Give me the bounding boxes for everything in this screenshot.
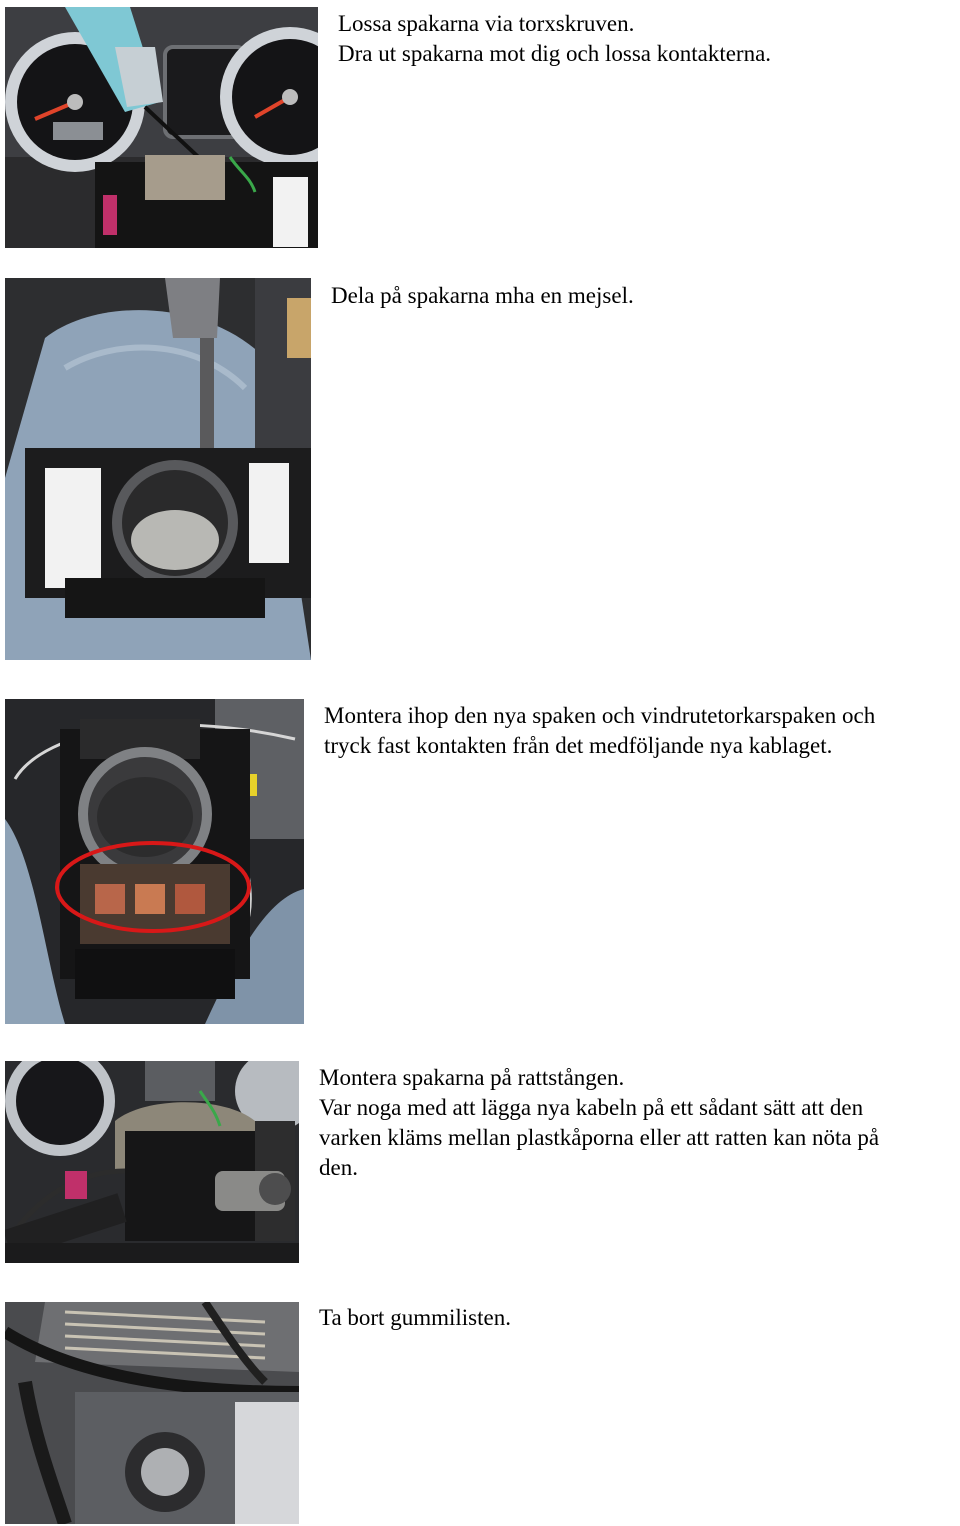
step-4-line-3: varken kläms mellan plastkåporna eller att ratten kan nöta på: [319, 1125, 880, 1150]
step-1-instructions: [338, 9, 771, 69]
step-5-instructions: [319, 1303, 511, 1333]
lever-assembly-connector-illustration: [5, 699, 304, 1024]
step-3-instructions: [324, 701, 875, 761]
levers-mounted-illustration: [5, 1061, 299, 1263]
lever-assembly-chisel-photo: [5, 278, 311, 660]
step-2-line-1: Dela på spakarna mha en mejsel.: [331, 283, 634, 308]
levers-mounted-photo: [5, 1061, 299, 1263]
step-4-line-4: den.: [319, 1155, 358, 1180]
step-3-line-1: Montera ihop den nya spaken och vindrutetorkarspaken och: [324, 703, 876, 728]
step-5-line-1: Ta bort gummilisten.: [319, 1305, 511, 1330]
dashboard-gauges-illustration: [5, 7, 318, 248]
lever-assembly-connector-photo: [5, 699, 304, 1024]
step-3-line-2: tryck fast kontakten från det medföljande nya kablaget.: [324, 733, 833, 758]
step-4-line-1: Montera spakarna på rattstången.: [319, 1065, 625, 1090]
engine-bay-photo: [5, 1302, 299, 1524]
step-2-instructions: [331, 281, 634, 311]
step-1-line-1: Lossa spakarna via torxskruven.: [338, 11, 635, 36]
step-4-line-2: Var noga med att lägga nya kabeln på ett sådant sätt att den: [319, 1095, 864, 1120]
dashboard-gauges-photo: [5, 7, 318, 248]
lever-assembly-chisel-illustration: [5, 278, 311, 660]
step-1-line-2: Dra ut spakarna mot dig och lossa kontakterna.: [338, 41, 772, 66]
engine-bay-illustration: [5, 1302, 299, 1524]
step-4-instructions: [319, 1063, 879, 1183]
